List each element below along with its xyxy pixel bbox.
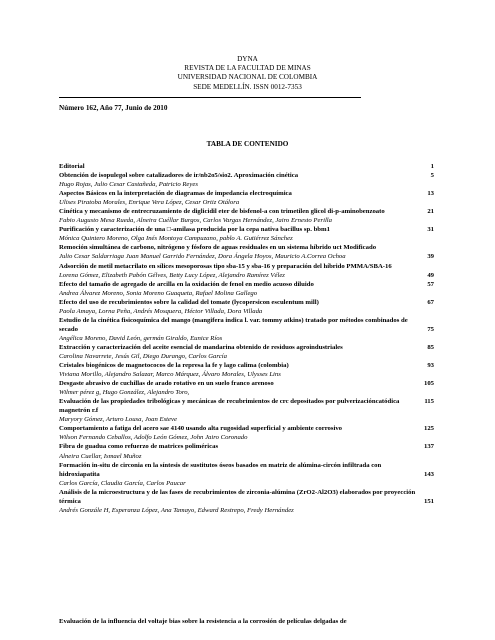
entry-authors: Alneira Cuellar, Ismael Muñoz bbox=[59, 452, 142, 460]
entry-authors: Viviana Morillo, Alejandro Salazar, Marco Márquez, Álvaro Morales, Ulysses Lins bbox=[59, 371, 281, 379]
toc-entry[interactable] bbox=[59, 461, 434, 488]
entry-title: Editorial bbox=[59, 163, 85, 170]
toc-entry[interactable] bbox=[59, 280, 434, 298]
entry-title: Aspectos Básicos en la interpretación de diagramas de impedancia electroquímica bbox=[59, 190, 292, 198]
entry-page: 21 bbox=[427, 208, 434, 216]
entry-title: Estudio de la cinética fisicoquímica del mango (mangifera indica l. var. tommy atkins) tratado por métodos combinados de secado bbox=[59, 316, 408, 333]
entry-authors: Carlos García, Claudia García, Carlos Paucar bbox=[59, 479, 186, 487]
journal-header bbox=[0, 55, 495, 92]
entry-page: 31 bbox=[427, 226, 434, 234]
header-line-2: REVISTA DE LA FACULTAD DE MINAS bbox=[184, 64, 311, 73]
entry-authors: Mónica Quintero Moreno, Olga Inés Montoya Campuzano, pablo A. Gutiérrez Sánchez bbox=[59, 235, 293, 243]
toc-entry[interactable] bbox=[59, 442, 434, 460]
toc-title: TABLA DE CONTENIDO bbox=[206, 140, 289, 148]
entry-authors: Hugo Rojas, Julio Cesar Castañeda, Patricio Reyes bbox=[59, 181, 198, 189]
entry-page: 115 bbox=[424, 398, 434, 406]
header-line-1: DYNA bbox=[237, 55, 258, 63]
entry-page: 151 bbox=[423, 497, 434, 505]
entry-title: Formación in-situ de circonia en la síntesis de sustitutos óseos basados en matriz de alúmina-circón infiltrada con hidroxiapatita bbox=[59, 461, 382, 478]
toc-entry[interactable] bbox=[59, 343, 434, 361]
toc-entry[interactable] bbox=[59, 243, 434, 261]
entry-authors: Carolina Navarrete, Jesús Gil, Diego Durango, Carlos García bbox=[59, 352, 227, 360]
entry-page: 75 bbox=[427, 325, 434, 333]
toc-entry[interactable] bbox=[59, 361, 434, 379]
toc-list bbox=[59, 162, 434, 515]
toc-entry[interactable] bbox=[59, 397, 434, 424]
entry-page: 143 bbox=[423, 470, 434, 478]
entry-title: Cinética y mecanismo de entrecruzamiento de diglicidil eter de bisfenol-a con trimetilen glicol di-p-aminobenzoato bbox=[59, 208, 385, 216]
entry-authors: Paola Amaya, Lorna Peña, Andrés Mosquera, Héctor Villada, Dora Villada bbox=[59, 307, 263, 315]
entry-title: Efecto del tamaño de agregado de arcilla en la oxidación de fenol en medio acuoso diluido bbox=[59, 280, 314, 288]
toc-entry[interactable] bbox=[59, 262, 434, 280]
entry-title: Análisis de la microestructura y de las fases de recubrimientos de zirconia-alúmina (ZrO2-Al2O3) elaborados por proyección térmica bbox=[59, 488, 416, 505]
entry-page: 125 bbox=[423, 425, 434, 433]
header-line-4: SEDE MEDELLÍN. ISSN 0012-7353 bbox=[193, 82, 302, 91]
entry-page: 39 bbox=[427, 253, 434, 261]
entry-page: 105 bbox=[423, 380, 434, 388]
entry-page: 1 bbox=[430, 163, 434, 170]
entry-title: Efecto del uso de recubrimientos sobre la calidad del tomate (lycopersicon esculentum mill) bbox=[59, 298, 319, 306]
entry-page: 137 bbox=[423, 443, 434, 451]
entry-authors: Lorena Gómez, Elizabeth Pabón Gélves, Betty Lucy López, Alejandro Ramírez Vélez bbox=[59, 271, 285, 279]
entry-page: 49 bbox=[427, 271, 434, 279]
entry-title: Extracción y caracterización del aceite esencial de mandarina obtenido de residuos agroindustriales bbox=[59, 343, 343, 351]
entry-title: Evaluación de las propiedades tribológicas y mecánicas de recubrimientos de crc depositados por pulverizacióncatódica magnetrón r.f bbox=[59, 398, 400, 415]
entry-authors: Wilson Fernando Ceballos, Adolfo León Gómez, John Jairo Coronado bbox=[59, 434, 248, 442]
entry-page: 5 bbox=[430, 172, 434, 180]
toc-entry[interactable] bbox=[59, 171, 434, 189]
toc-entry[interactable] bbox=[59, 189, 434, 207]
entry-title: Desgaste abrasivo de cuchillas de arado rotativo en un suelo franco arenoso bbox=[59, 380, 274, 388]
next-entry-title: Evaluación de la influencia del voltaje bias sobre la resistencia a la corrosión de películas delgadas de bbox=[59, 618, 347, 625]
entry-authors: Maryory Gómez, Arturo Lousa, Joan Esteve bbox=[59, 416, 177, 424]
toc-entry[interactable] bbox=[59, 488, 434, 515]
toc-entry[interactable] bbox=[59, 225, 434, 243]
entry-authors: Angélica Moreno, David León, germán Giraldo, Eunice Ríos bbox=[59, 334, 223, 342]
toc-entry[interactable] bbox=[59, 298, 434, 316]
header-rule bbox=[59, 97, 361, 98]
entry-authors: Andrea Álvarez Moreno, Sonia Moreno Guaqueta, Rafael Molina Gallego bbox=[59, 289, 258, 297]
entry-title: Purificación y caracterización de una □-amilasa producida por la cepa nativa bacillus sp. bbm1 bbox=[59, 226, 330, 234]
entry-authors: Fabio Augusto Mesa Rueda, Alneira Cuéllar Burgos, Carlos Vargas Hernández, Jairo Ernesto Perilla bbox=[59, 217, 332, 225]
entry-title: Remoción simultánea de carbono, nitrógeno y fósforo de aguas residuales en un sistema híbrido uct Modificado bbox=[59, 244, 377, 252]
entry-title: Cristales biogénicos de magnetococos de la represa la fe y lago calima (colombia) bbox=[59, 362, 289, 370]
entry-page: 67 bbox=[427, 298, 434, 306]
entry-authors: Ulises Piratoba Morales, Enrique Vera López, Cesar Ortiz Otálora bbox=[59, 199, 240, 207]
toc-entry[interactable] bbox=[59, 424, 434, 442]
entry-title: Fibra de guadua como refuerzo de matrices poliméricas bbox=[59, 443, 219, 451]
toc-entry[interactable] bbox=[59, 207, 434, 225]
entry-title: Obtención de isopulegol sobre catalizadores de ir/nb2o5/sio2. Aproximación cinética bbox=[59, 172, 299, 180]
entry-authors: Julio Cesar Saldarriaga Juan Manuel Garrido Fernández, Dora Ángela Hoyos, Mauricio A.Correa Ochoa bbox=[59, 253, 346, 261]
entry-page: 57 bbox=[427, 280, 434, 288]
header-line-3: UNIVERSIDAD NACIONAL DE COLOMBIA bbox=[177, 73, 318, 82]
toc-entry[interactable] bbox=[59, 162, 434, 171]
toc-entry[interactable] bbox=[59, 379, 434, 397]
entry-page: 85 bbox=[427, 343, 434, 351]
entry-title: Adsorción de metil metacrilato en sílices mesoporosas tipo sba-15 y sba-16 y preparación del híbrido PMMA/SBA-16 bbox=[59, 262, 392, 270]
entry-authors: Andrés Gonzále H, Esperanza López, Ana Tamayo, Edward Restrepo, Fredy Hernández bbox=[59, 506, 294, 514]
entry-title: Comportamiento a fatiga del acero sae 4140 usando alta rugosidad superficial y ambiente corrosivo bbox=[59, 425, 343, 433]
toc-entry[interactable] bbox=[59, 316, 434, 343]
issue-info: Número 162, Año 77, Junio de 2010 bbox=[59, 104, 168, 112]
entry-authors: Wilmer pérez g, Hugo González, Alejandro Toro, bbox=[59, 389, 190, 397]
entry-page: 13 bbox=[427, 190, 434, 198]
entry-page: 93 bbox=[427, 362, 434, 370]
